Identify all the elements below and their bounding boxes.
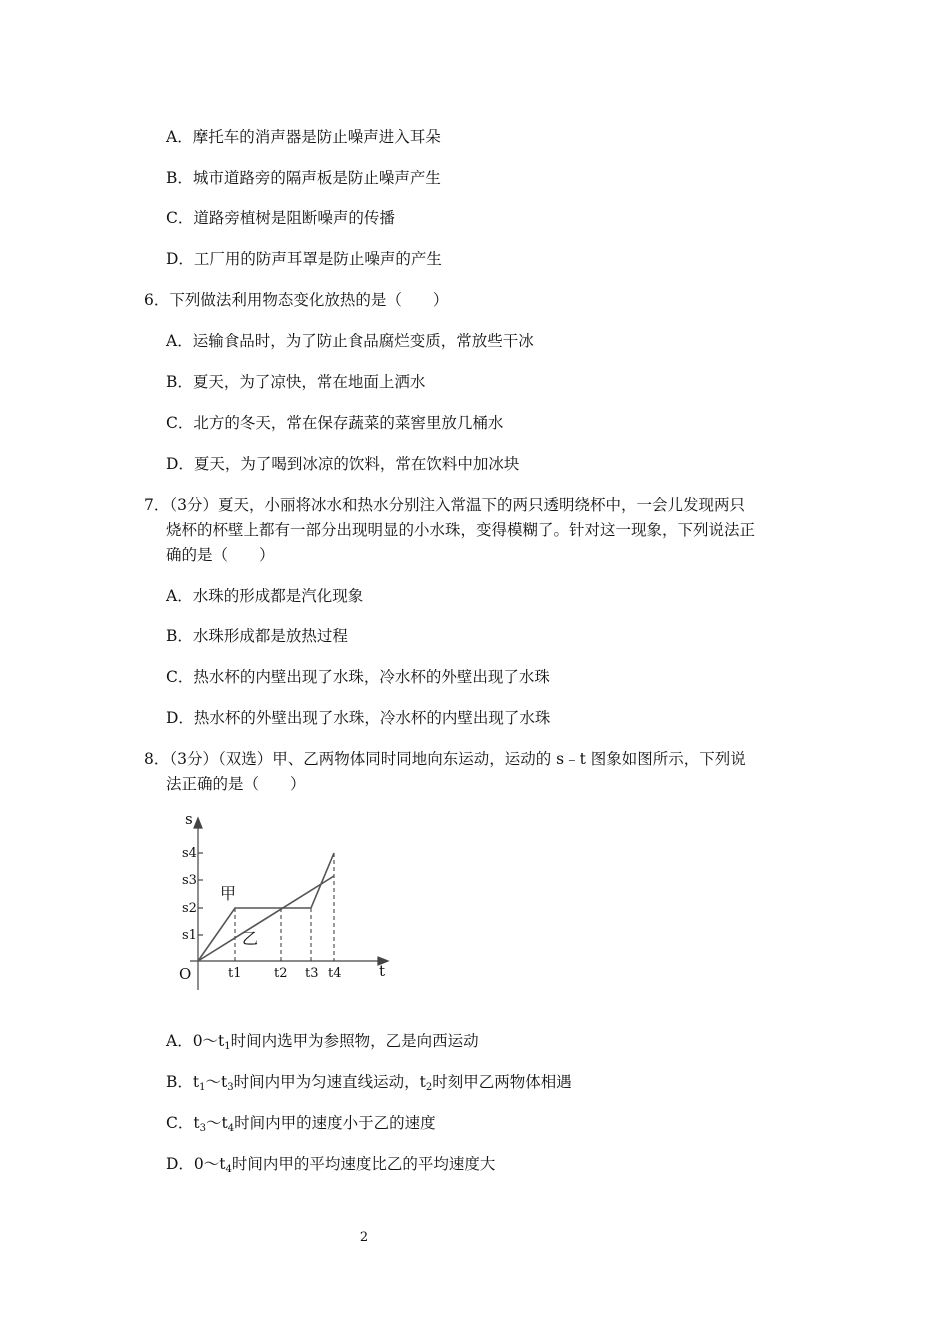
x-tick-label-t3: t3 <box>305 966 319 981</box>
y-axis-arrow <box>194 818 202 828</box>
q5-option-b: B．城市道路旁的隔声板是防止噪声产生 <box>166 169 441 187</box>
q8-option-d: D．$0\sim t_4$时间内甲的平均速度比乙的平均速度大 <box>166 1155 496 1175</box>
q8-option-b: B．$t_1\sim t_3$时间内甲为匀速直线运动，$t_2$时刻甲乙两物体相遇 <box>166 1073 572 1093</box>
q5-option-d: D．工厂用的防声耳罩是防止噪声的产生 <box>166 250 442 268</box>
jia-label: 甲 <box>220 884 237 903</box>
q8-option-c: C．$t_3\sim t_4$时间内甲的速度小于乙的速度 <box>166 1114 436 1134</box>
q7-stem-line-2: 烧杯的杯壁上都有一部分出现明显的小水珠，变得模糊了。针对这一现象，下列说法正 <box>166 521 756 539</box>
q7-option-d: D．热水杯的外壁出现了水珠，冷水杯的内壁出现了水珠 <box>166 709 551 727</box>
q6-stem: 6．下列做法利用物态变化放热的是（ ） <box>144 291 449 309</box>
y-tick-label-s2: s2 <box>182 901 197 916</box>
jia-line <box>198 853 334 961</box>
y-axis-label: s <box>185 810 193 828</box>
q7-option-c: C．热水杯的内壁出现了水珠，冷水杯的外壁出现了水珠 <box>166 668 550 686</box>
s-t-graph <box>168 810 394 1000</box>
q8-stem-line-1: 8．（3分）（双选）甲、乙两物体同时同地向东运动，运动的 s﹣t 图象如图所示，下列说 <box>144 750 746 768</box>
x-tick-label-t1: t1 <box>228 966 242 981</box>
q7-stem-line-3: 确的是（ ） <box>166 546 275 564</box>
q5-option-a: A．摩托车的消声器是防止噪声进入耳朵 <box>166 128 441 146</box>
q6-option-d: D．夏天，为了喝到冰凉的饮料，常在饮料中加冰块 <box>166 455 520 473</box>
q8-stem-line-2: 法正确的是（ ） <box>166 775 306 793</box>
origin-label: O <box>179 965 192 983</box>
q8-option-a: A．$0\sim t_1$时间内选甲为参照物，乙是向西运动 <box>166 1032 479 1052</box>
x-axis-label: t <box>379 962 386 980</box>
q6-option-a: A．运输食品时，为了防止食品腐烂变质，常放些干冰 <box>166 332 534 350</box>
q6-option-c: C．北方的冬天，常在保存蔬菜的菜窖里放几桶水 <box>166 414 504 432</box>
x-tick-label-t2: t2 <box>274 966 288 981</box>
q5-option-c: C．道路旁植树是阻断噪声的传播 <box>166 209 395 227</box>
y-tick-label-s3: s3 <box>182 873 197 888</box>
x-tick-label-t4: t4 <box>328 966 342 981</box>
page-number: 2 <box>359 1230 369 1245</box>
q7-option-a: A．水珠的形成都是汽化现象 <box>166 587 364 605</box>
q6-option-b: B．夏天，为了凉快，常在地面上洒水 <box>166 373 426 391</box>
y-tick-label-s4: s4 <box>182 846 197 861</box>
yi-label: 乙 <box>242 929 259 948</box>
y-tick-label-s1: s1 <box>182 928 197 943</box>
q7-option-b: B．水珠形成都是放热过程 <box>166 627 348 645</box>
q7-stem-line-1: 7．（3分）夏天，小丽将冰水和热水分别注入常温下的两只透明绕杯中，一会儿发现两只 <box>144 496 745 514</box>
yi-line <box>198 876 334 961</box>
